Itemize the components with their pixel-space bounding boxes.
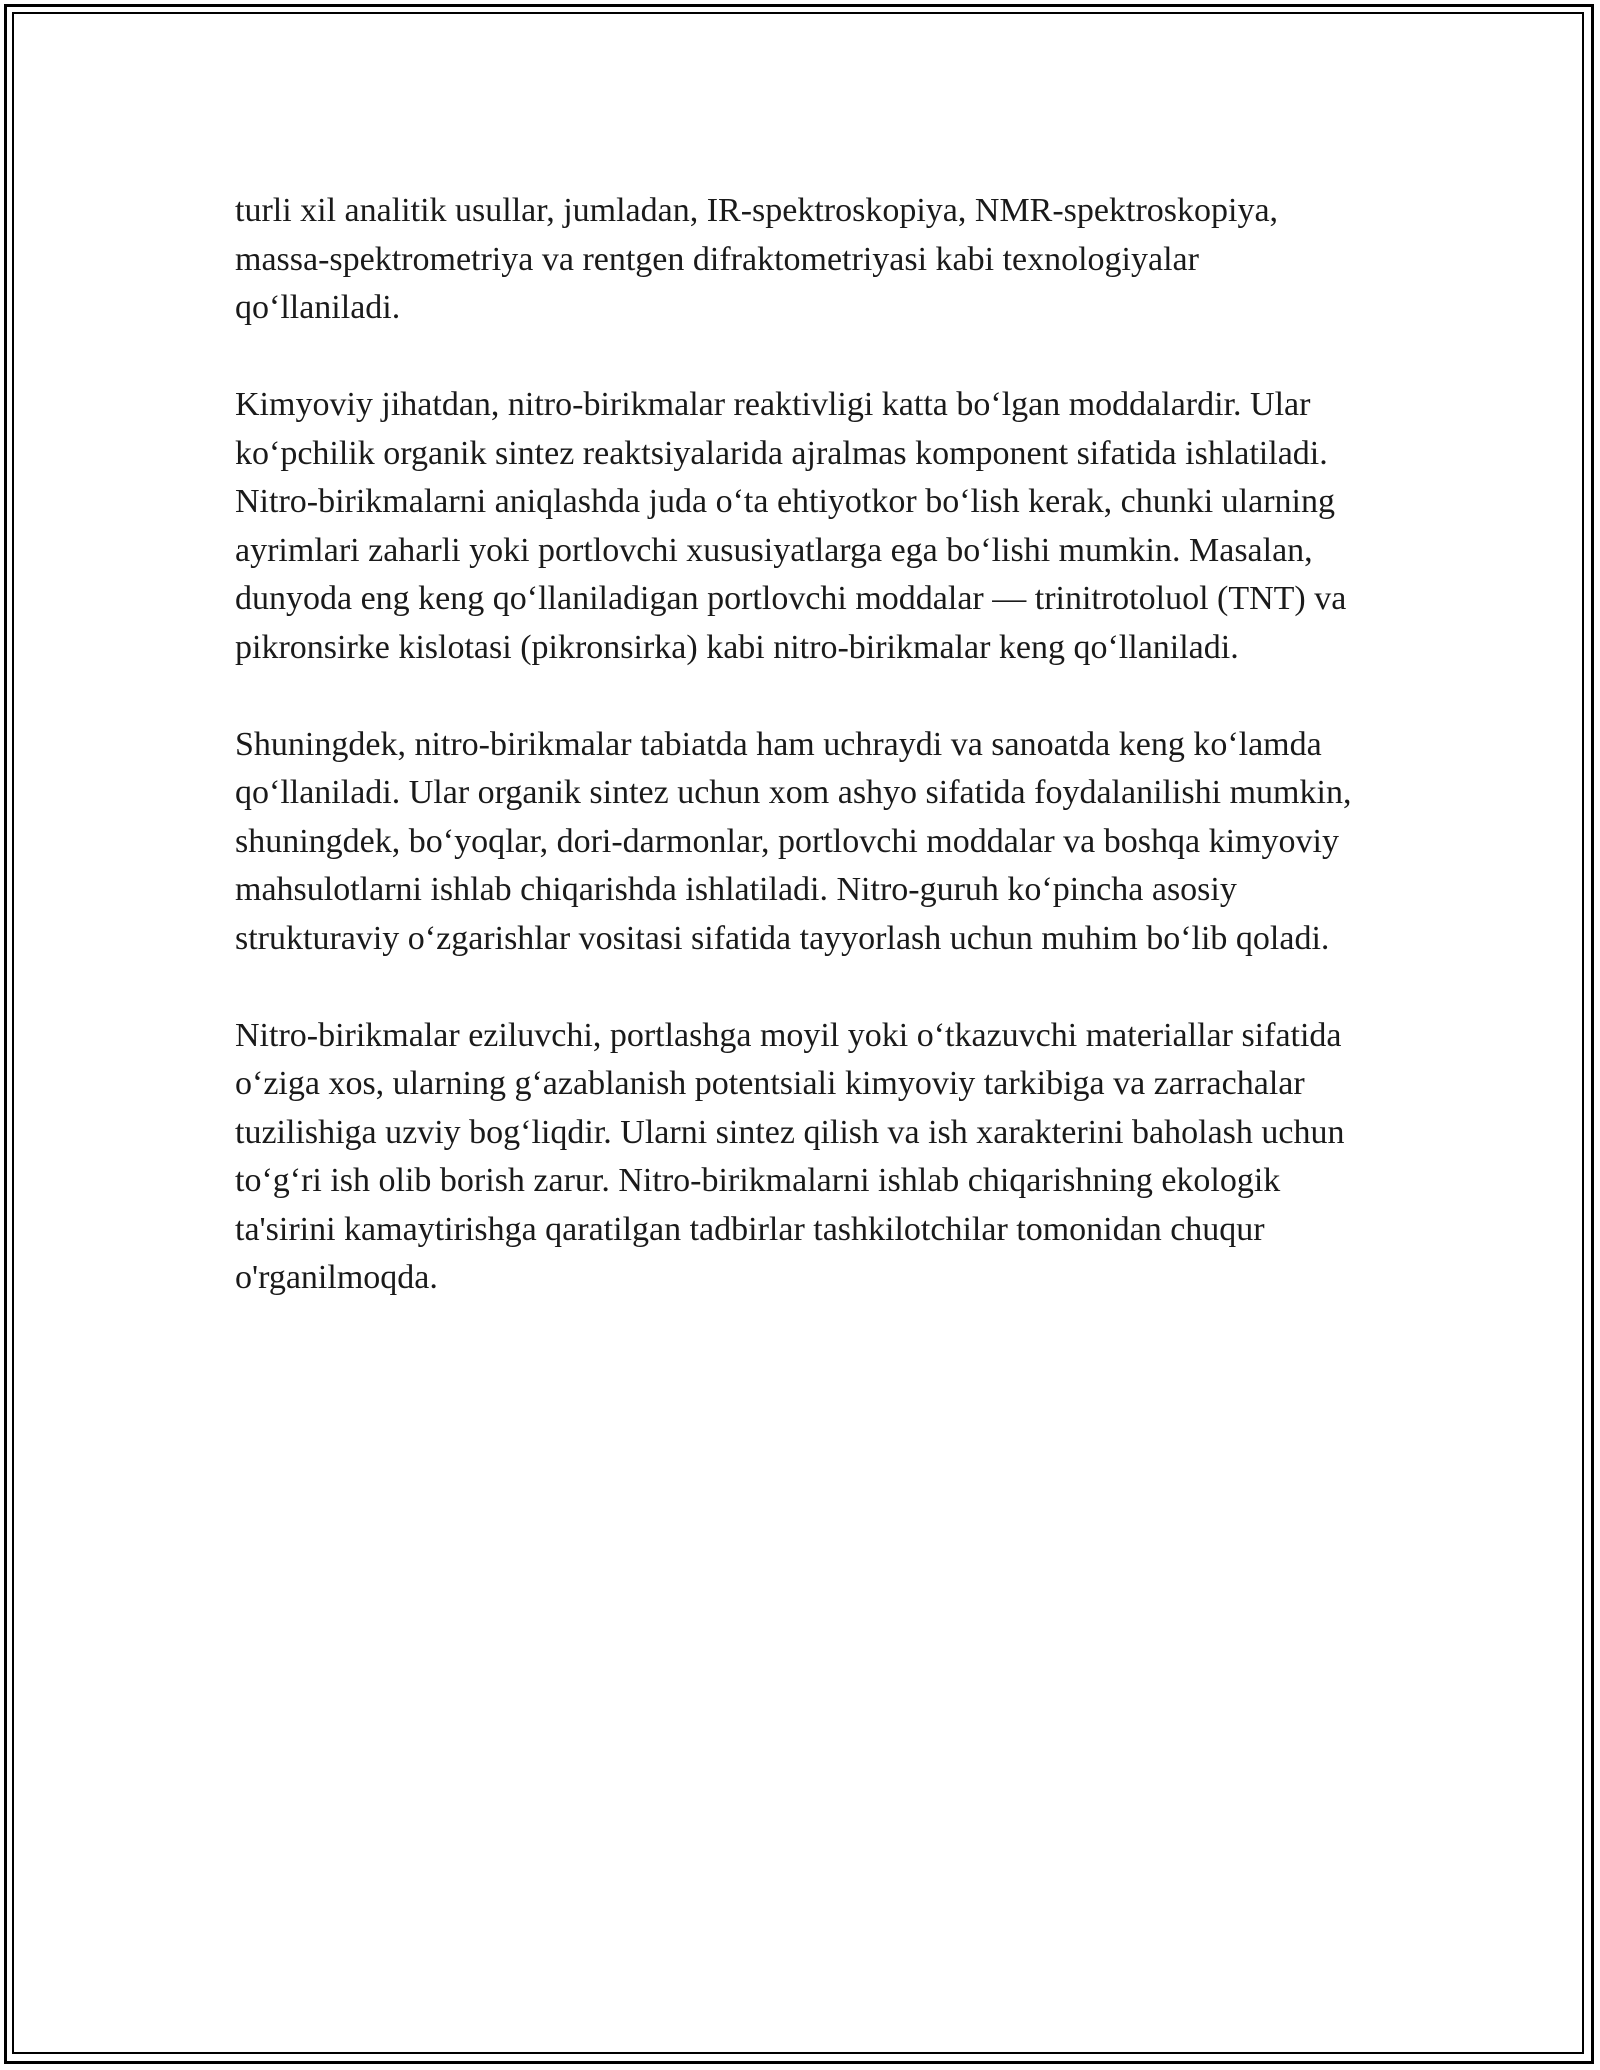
paragraph-4: Nitro-birikmalar eziluvchi, portlashga moyil yoki o‘tkazuvchi materiallar sifatida o‘ziga xos, ularning g‘azablanish potentsiali kimyoviy tarkibiga va zarrachalar tuzilishiga uzviy bog‘liqdir. Ularni sintez qilish va ish xarakterini baholash uchun to‘g‘ri ish olib borish zarur. Nitro-birikmalarni ishlab chiqarishning ekologik ta'sirini kamaytirishga qaratilgan tadbirlar tashkilotchilar tomonidan chuqur o'rganilmoqda.	[235, 1016, 1345, 1296]
paragraph-1: turli xil analitik usullar, jumladan, IR-spektroskopiya, NMR-spektroskopiya, massa-spektrometriya va rentgen difraktometriyasi kabi texnologiyalar qo‘llaniladi.	[235, 192, 1279, 326]
paragraph-3: Shuningdek, nitro-birikmalar tabiatda ham uchraydi va sanoatda keng ko‘lamda qo‘llaniladi. Ular organik sintez uchun xom ashyo sifatida foydalanilishi mumkin, shuningdek, bo‘yoqlar, dori-darmonlar, portlovchi moddalar va boshqa kimyoviy mahsulotlarni ishlab chiqarishda ishlatiladi. Nitro-guruh ko‘pincha asosiy strukturaviy o‘zgarishlar vositasi sifatida tayyorlash uchun muhim bo‘lib qoladi.	[235, 725, 1352, 957]
paragraph-2: Kimyoviy jihatdan, nitro-birikmalar reaktivligi katta bo‘lgan moddalardir. Ular ko‘pchilik organik sintez reaktsiyalarida ajralmas komponent sifatida ishlatiladi. Nitro-birikmalarni aniqlashda juda o‘ta ehtiyotkor bo‘lish kerak, chunki ularning ayrimlari zaharli yoki portlovchi xususiyatlarga ega bo‘lishi mumkin. Masalan, dunyoda eng keng qo‘llaniladigan portlovchi moddalar — trinitrotoluol (TNT) va pikronsirke kislotasi (pikronsirka) kabi nitro-birikmalar keng qo‘llaniladi.	[235, 386, 1347, 666]
document-body	[235, 187, 1370, 1351]
